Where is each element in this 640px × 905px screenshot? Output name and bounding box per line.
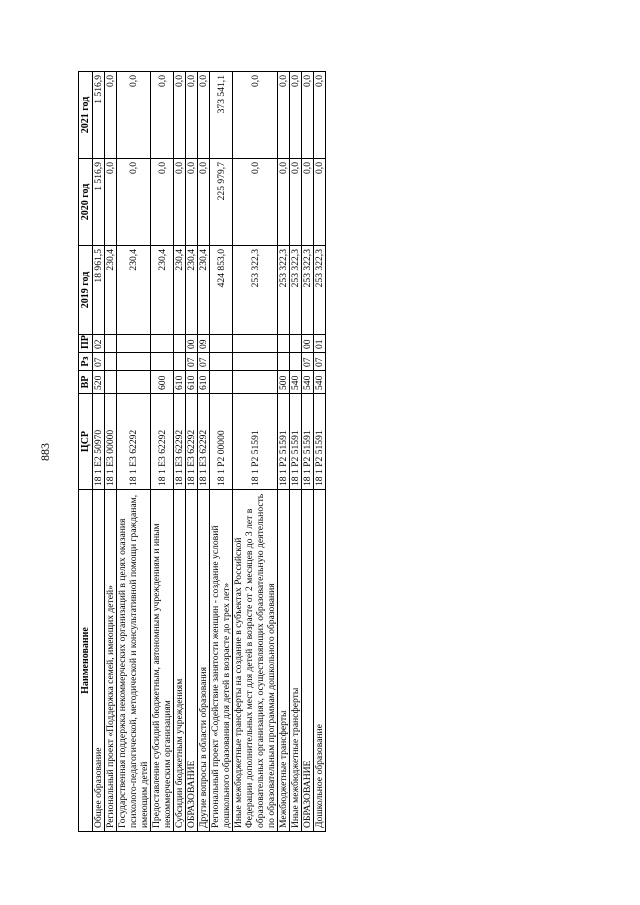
cell-rz: 07	[314, 353, 326, 371]
cell-name: Региональный проект «Поддержка семей, имеющих детей»	[105, 490, 117, 832]
cell-2020: 225 979,7	[210, 159, 233, 246]
table-row	[93, 72, 105, 832]
cell-2020: 0,0	[290, 159, 302, 246]
cell-pr: 09	[198, 335, 210, 353]
cell-pr: 00	[302, 335, 314, 353]
cell-csr: 18 1 E3 62292	[174, 394, 186, 490]
cell-2019: 253 322,3	[290, 246, 302, 335]
cell-vr: 610	[174, 371, 186, 394]
header-csr: ЦСР	[79, 394, 93, 490]
cell-name: Дошкольное образование	[314, 490, 326, 832]
header-2020: 2020 год	[79, 159, 93, 246]
cell-2019: 230,4	[174, 246, 186, 335]
table-row	[105, 72, 117, 832]
cell-2021: 0,0	[151, 72, 174, 159]
cell-2019: 253 322,3	[278, 246, 290, 335]
cell-2021: 0,0	[186, 72, 198, 159]
cell-csr: 18 1 E2 50970	[93, 394, 105, 490]
cell-2019: 230,4	[117, 246, 151, 335]
header-pr: ПР	[79, 335, 93, 353]
cell-name: Предоставление субсидий бюджетным, автономным учреждениям и иным некоммерческим организациям	[151, 490, 174, 832]
cell-pr	[278, 335, 290, 353]
cell-2021: 0,0	[233, 72, 278, 159]
table-row	[233, 72, 278, 832]
table-row	[151, 72, 174, 832]
page-number: 883	[38, 443, 52, 461]
cell-2021: 0,0	[117, 72, 151, 159]
cell-name: Иные межбюджетные трансферты на создание в субъектах Российской Федерации дополнительных мест для детей в возрасте от 2 месяцев до 3 лет в образовательных организациях, осуществляющих образовательную деятельность по образовательным программам дошкольного образования	[233, 490, 278, 832]
cell-pr	[117, 335, 151, 353]
cell-2019: 253 322,3	[302, 246, 314, 335]
cell-rz	[210, 353, 233, 371]
cell-csr: 18 1 P2 51591	[278, 394, 290, 490]
cell-vr: 540	[314, 371, 326, 394]
cell-rz: 07	[93, 353, 105, 371]
cell-vr: 500	[278, 371, 290, 394]
budget-table	[78, 71, 326, 832]
cell-pr	[151, 335, 174, 353]
cell-rz	[290, 353, 302, 371]
header-2019: 2019 год	[79, 246, 93, 335]
cell-2019: 253 322,3	[314, 246, 326, 335]
table-row	[174, 72, 186, 832]
cell-vr	[117, 371, 151, 394]
cell-rz	[105, 353, 117, 371]
cell-rz	[233, 353, 278, 371]
cell-csr: 18 1 P2 51591	[233, 394, 278, 490]
cell-vr	[210, 371, 233, 394]
cell-pr: 00	[186, 335, 198, 353]
cell-rz	[151, 353, 174, 371]
cell-2020: 0,0	[174, 159, 186, 246]
cell-pr	[290, 335, 302, 353]
cell-csr: 18 1 P2 51591	[290, 394, 302, 490]
cell-2020: 0,0	[117, 159, 151, 246]
cell-2019: 424 853,0	[210, 246, 233, 335]
cell-rz	[174, 353, 186, 371]
cell-csr: 18 1 E3 62292	[117, 394, 151, 490]
cell-vr: 540	[290, 371, 302, 394]
cell-vr: 600	[151, 371, 174, 394]
cell-2021: 0,0	[314, 72, 326, 159]
cell-rz: 07	[186, 353, 198, 371]
cell-2019: 230,4	[151, 246, 174, 335]
cell-2020: 1 516,9	[93, 159, 105, 246]
table-row	[278, 72, 290, 832]
cell-csr: 18 1 E3 00000	[105, 394, 117, 490]
cell-2021: 1 516,9	[93, 72, 105, 159]
table-row	[210, 72, 233, 832]
cell-2019: 18 961,5	[93, 246, 105, 335]
cell-vr: 610	[186, 371, 198, 394]
cell-2019: 253 322,3	[233, 246, 278, 335]
cell-name: Общее образование	[93, 490, 105, 832]
cell-2019: 230,4	[105, 246, 117, 335]
cell-2021: 0,0	[278, 72, 290, 159]
cell-2021: 0,0	[105, 72, 117, 159]
header-2021: 2021 год	[79, 72, 93, 159]
cell-2021: 0,0	[302, 72, 314, 159]
header-vr: ВР	[79, 371, 93, 394]
cell-csr: 18 1 P2 51591	[302, 394, 314, 490]
cell-name: Региональный проект «Содействие занятости женщин - создание условий дошкольного образования для детей в возрасте до трех лет»	[210, 490, 233, 832]
cell-name: ОБРАЗОВАНИЕ	[186, 490, 198, 832]
cell-2021: 0,0	[290, 72, 302, 159]
cell-2021: 0,0	[198, 72, 210, 159]
cell-name: Государственная поддержка некоммерческих организаций в целях оказания психолого-педагогической, методической и консультативной помощи гражданам, имеющим детей	[117, 490, 151, 832]
cell-2021: 0,0	[174, 72, 186, 159]
header-rz: Рз	[79, 353, 93, 371]
table-row	[198, 72, 210, 832]
cell-vr	[105, 371, 117, 394]
header-name: Наименование	[79, 490, 93, 832]
cell-pr	[105, 335, 117, 353]
cell-vr: 520	[93, 371, 105, 394]
table-row	[186, 72, 198, 832]
cell-pr	[210, 335, 233, 353]
cell-2020: 0,0	[278, 159, 290, 246]
table-row	[117, 72, 151, 832]
cell-rz: 07	[302, 353, 314, 371]
cell-2020: 0,0	[233, 159, 278, 246]
cell-2020: 0,0	[151, 159, 174, 246]
cell-csr: 18 1 E3 62292	[186, 394, 198, 490]
cell-vr	[233, 371, 278, 394]
cell-2019: 230,4	[186, 246, 198, 335]
cell-2020: 0,0	[302, 159, 314, 246]
cell-csr: 18 1 E3 62292	[151, 394, 174, 490]
cell-pr	[233, 335, 278, 353]
table-row	[302, 72, 314, 832]
table-row	[314, 72, 326, 832]
rotated-table-container	[78, 72, 478, 832]
cell-name: Иные межбюджетные трансферты	[290, 490, 302, 832]
cell-name: Другие вопросы в области образования	[198, 490, 210, 832]
cell-2020: 0,0	[105, 159, 117, 246]
cell-name: ОБРАЗОВАНИЕ	[302, 490, 314, 832]
cell-pr	[174, 335, 186, 353]
cell-csr: 18 1 P2 51591	[314, 394, 326, 490]
cell-pr: 02	[93, 335, 105, 353]
cell-rz	[278, 353, 290, 371]
cell-2019: 230,4	[198, 246, 210, 335]
table-header-row	[79, 72, 93, 832]
cell-2021: 373 541,1	[210, 72, 233, 159]
cell-csr: 18 1 P2 00000	[210, 394, 233, 490]
table-body	[93, 72, 326, 832]
cell-rz: 07	[198, 353, 210, 371]
cell-rz	[117, 353, 151, 371]
cell-vr: 610	[198, 371, 210, 394]
cell-csr: 18 1 E3 62292	[198, 394, 210, 490]
cell-2020: 0,0	[186, 159, 198, 246]
cell-2020: 0,0	[198, 159, 210, 246]
cell-vr: 540	[302, 371, 314, 394]
cell-2020: 0,0	[314, 159, 326, 246]
cell-name: Межбюджетные трансферты	[278, 490, 290, 832]
cell-name: Субсидии бюджетным учреждениям	[174, 490, 186, 832]
table-row	[290, 72, 302, 832]
cell-pr: 01	[314, 335, 326, 353]
